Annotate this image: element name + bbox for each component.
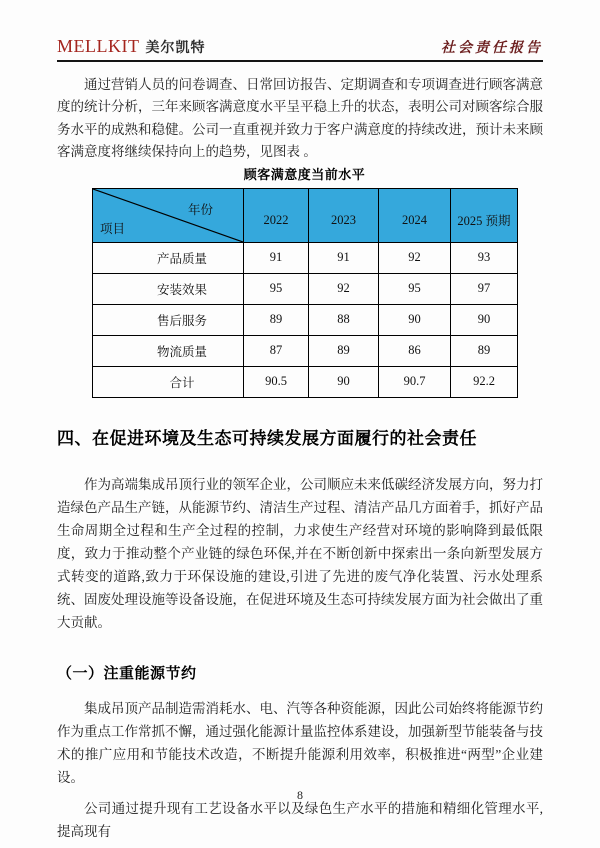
table-row [93,242,518,273]
cell-value: 91 [309,242,379,273]
cell-value: 95 [379,273,451,304]
row-label: 合计 [93,366,244,397]
year-header-2023: 2023 [309,188,379,242]
cell-value: 89 [309,335,379,366]
cell-value: 97 [451,273,518,304]
table-header-row [93,188,518,242]
table-title: 顾客满意度当前水平 [243,166,366,182]
cell-value: 92.2 [451,366,518,397]
paragraph-green-production: 作为高端集成吊顶行业的领军企业，公司顺应未来低碳经济发展方向，努力打造绿色产品生产链，从能源节约、清洁生产过程、清洁产品几方面着手，抓好产品生命周期全过程和生产全过程的控制，力求使生产经营对环境的影响降到最低限度，致力于推动整个产业链的绿色环保,并在不断创新中探索出一条向新型发展方式转变的道路,致力于环保设施的建设,引进了先进的废气净化装置、污水处理系统、固废处理设施等设备设施，在促进环境及生态可持续发展方面为社会做出了重大贡献。 [57,476,543,630]
year-header-2024: 2024 [379,188,451,242]
cell-value: 88 [309,304,379,335]
corner-label-year: 年份 [187,202,213,217]
table-corner-cell [93,188,244,242]
cell-value: 90.5 [244,366,309,397]
paragraph-process-upgrade: 公司通过提升现有工艺设备水平以及绿色生产水平的措施和精细化管理水平,提高现有 [57,800,543,839]
cell-value: 90 [309,366,379,397]
subsection-heading-energy-saving: （一）注重能源节约 [57,664,197,682]
page-footer [0,788,600,803]
paragraph-customer-satisfaction: 通过营销人员的问卷调查、日常回访报告、定期调查和专项调查进行顾客满意度的统计分析，三年来顾客满意度水平呈平稳上升的状态，表明公司对顾客综合服务水平的成熟和稳健。公司一直重视并致力于客户满意度的持续改进，预计未来顾客满意度将继续保持向上的趋势，见图表 。 [57,77,543,160]
cell-value: 89 [451,335,518,366]
corner-label-item: 项目 [100,221,126,236]
brand-logo-text: MELLKIT [57,36,140,56]
cell-value: 90 [379,304,451,335]
cell-value: 87 [244,335,309,366]
row-label: 售后服务 [93,304,244,335]
satisfaction-table [92,188,518,398]
page-number: 8 [297,788,303,802]
row-label: 物流质量 [93,335,244,366]
table-row [93,304,518,335]
year-header-2022: 2022 [244,188,309,242]
cell-value: 90.7 [379,366,451,397]
row-label: 安装效果 [93,273,244,304]
cell-value: 86 [379,335,451,366]
table-row-total [93,366,518,397]
cell-value: 91 [244,242,309,273]
satisfaction-table-block [92,164,517,398]
year-header-2025-forecast: 2025 预期 [451,188,518,242]
cell-value: 92 [379,242,451,273]
paragraph-energy-saving: 集成吊顶产品制造需消耗水、电、汽等各种资能源，因此公司始终将能源节约作为重点工作常抓不懈，通过强化能源计量监控体系建设，加强新型节能装备与技术的推广应用和节能技术改造，不断提升能源利用效率，积极推进“两型”企业建设。 [57,700,543,785]
cell-value: 89 [244,304,309,335]
brand [57,36,205,57]
row-label: 产品质量 [93,242,244,273]
table-row [93,273,518,304]
cell-value: 92 [309,273,379,304]
cell-value: 90 [451,304,518,335]
table-row [93,335,518,366]
report-title: 社会责任报告 [441,41,543,56]
page-header [57,36,543,62]
cell-value: 93 [451,242,518,273]
section-heading-environment: 四、在促进环境及生态可持续发展方面履行的社会责任 [57,428,477,448]
brand-name-cn: 美尔凯特 [145,41,206,56]
cell-value: 95 [244,273,309,304]
